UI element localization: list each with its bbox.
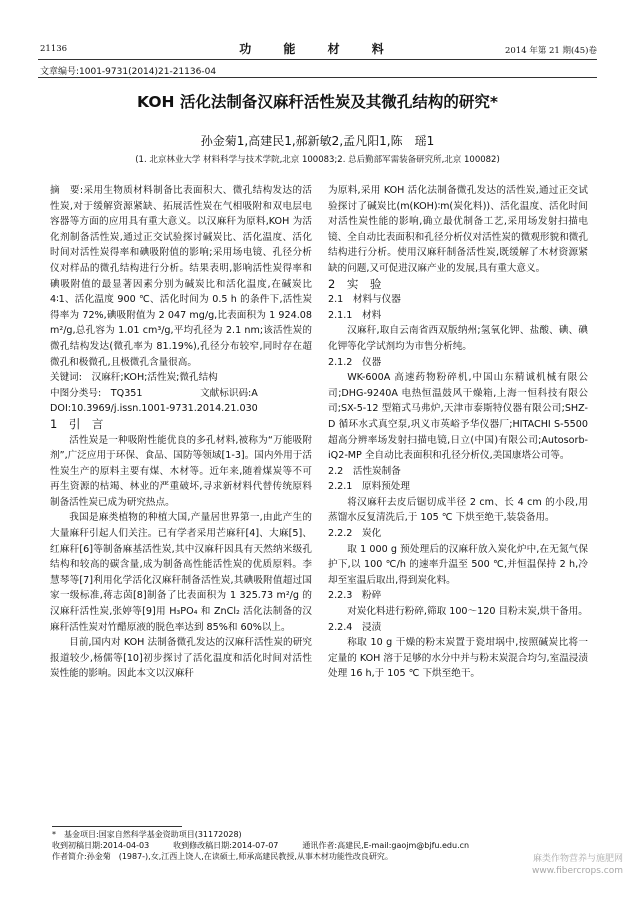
watermark xyxy=(532,853,623,877)
subsection-2-1: 2.1 材料与仪器 xyxy=(328,294,401,306)
footnote-rule xyxy=(52,826,182,827)
right-column xyxy=(328,183,588,682)
affiliation: (1. 北京林业大学 材料科学与技术学院,北京 100083;2. 总后勤部军需装备研究所,北京 100082) xyxy=(135,155,500,165)
left-column xyxy=(50,183,312,682)
issue-info: 2014 年第 21 期(45)卷 xyxy=(504,46,597,56)
paper-title: KOH 活化法制备汉麻秆活性炭及其微孔结构的研究* xyxy=(137,93,498,111)
running-header xyxy=(40,42,597,56)
intro-paragraph-3: 目前,国内对 KOH 法制备微孔发达的汉麻秆活性炭的研究报道较少,杨儒等[10]初步探讨了活化温度和活化时间对活性炭性能的影响。因此本文以汉麻秆 xyxy=(50,637,312,680)
subsection-2-2: 2.2 活性炭制备 xyxy=(328,465,401,477)
instruments-paragraph: WK-600A 高速药物粉碎机,中国山东精诚机械有限公司;DHG-9240A 电热恒温鼓风干燥箱,上海一恒科技有限公司;SX-5-12 型箱式马弗炉,天津市泰斯特仪器有限公司;SHZ-D 循环水式真空泵,巩义市英峪予华仪器厂;HITACHI S-5500 超高分辨率场发射扫描电镜,日立(中国)有限公司;Autosorb-iQ2-MP 全自动比表面积和孔径分析仪,美国康塔公司等。 xyxy=(328,372,588,462)
subsection-2-2-3: 2.2.3 粉碎 xyxy=(328,590,382,602)
intro-paragraph-3-cont: 为原料,采用 KOH 活化法制备微孔发达的活性炭,通过正交试验探讨了碱炭比(m(KOH)∶m(炭化料))、活化温度、活化时间对活性炭性能的影响,确立最优制备工艺,采用场发射扫描电镜、全自动比表面积和孔径分析仪对活性炭的微观形貌和微孔结构进行分析。使用汉麻秆制备活性炭,既缓解了木材资源紧缺的问题,又可促进汉麻产业的发展,具有重大意义。 xyxy=(328,185,588,274)
subsection-2-2-2: 2.2.2 炭化 xyxy=(328,528,382,540)
doi: DOI:10.3969/j.issn.1001-9731.2014.21.030 xyxy=(50,403,258,415)
classification: 中图分类号: TQ351 文献标识码:A xyxy=(50,387,258,399)
dates-note: 收到初稿日期:2014-04-03 收到修改稿日期:2014-07-07 通讯作者:高建民,E-mail:gaojm@bjfu.edu.cn xyxy=(52,841,470,850)
subsection-2-1-1: 2.1.1 材料 xyxy=(328,309,382,321)
keywords: 关键词: 汉麻秆;KOH;活性炭;微孔结构 xyxy=(50,372,218,384)
abstract: 摘 要:采用生物质材料制备比表面积大、微孔结构发达的活性炭,对于缓解资源紧缺、拓展活性炭在气相吸附和双电层电容器等方面的应用具有重大意义。以汉麻秆为原料,KOH 为活化剂制备活性炭,通过正交试验探讨碱炭比、活化温度、活化时间对活性炭得率和碘吸附值的影响;采用场电镜、孔径分析仪对样品的微孔结构进行分析。结果表明,影响活性炭得率和碘吸附值的最显著因素分别为碱炭比和活化温度,在碱炭比 4∶1、活化温度 900 ℃、活化时间为 0.5 h 的条件下,活性炭得率为 72%,碘吸附值为 2 047 mg/g,比表面积为 1 924.08 m²/g,总孔容为 1.01 cm³/g,平均孔径为 2.1 nm;该活性炭的微孔结构发达(微孔率为 81.19%),孔径分布较窄,同时存在超微孔和极微孔,且极微孔含量很高。 xyxy=(50,185,312,368)
section-2-heading: 2 实 验 xyxy=(328,276,382,291)
subsection-2-2-4: 2.2.4 浸渍 xyxy=(328,621,382,633)
intro-paragraph-2: 我国是麻类植物的种植大国,产量居世界第一,由此产生的大量麻秆引起人们关注。已有学者采用芒麻秆[4]、大麻[5]、红麻秆[6]等制备麻基活性炭,其中汉麻秆因具有天然纳米级孔结构和较高的碳含量,成为制备高性能活性炭的优质原料。李慧琴等[7]利用化学活化汉麻秆制备活性炭,其碘吸附值超过国家一级标准,蒋志茵[8]制备了比表面积为 1 325.73 m²/g 的汉麻秆活性炭,张婷等[9]用 H₃PO₄ 和 ZnCl₂ 活化法制备的汉麻秆活性炭对竹醋原液的脱色率达到 85%和 60%以上。 xyxy=(50,512,312,633)
pretreatment-paragraph: 将汉麻秆去皮后锯切成半径 2 cm、长 4 cm 的小段,用蒸馏水反复清洗后,于 105 ℃ 下烘至绝干,装袋备用。 xyxy=(328,496,588,524)
journal-name: 功 能 材 料 xyxy=(239,42,398,56)
intro-paragraph-1: 活性炭是一种吸附性能优良的多孔材料,被称为“万能吸附剂”,广泛应用于环保、食品、国防等领域[1-3]。国内外用于活性炭生产的原料主要有煤、木材等。近年来,随着煤炭等不可再生资源的枯竭、林业的严重破坏,寻求新材料代替传统原料制备活性炭已成为研究热点。 xyxy=(50,434,312,508)
carbonization-paragraph: 取 1 000 g 预处理后的汉麻秆放入炭化炉中,在无氮气保护下,以 100 ℃/h 的速率升温至 500 ℃,并恒温保持 2 h,冷却至室温后取出,得到炭化料。 xyxy=(328,543,588,586)
watermark-line-2: www.fibercrops.com xyxy=(532,866,623,876)
page-number: 21136 xyxy=(40,44,68,54)
subsection-2-1-2: 2.1.2 仪器 xyxy=(328,356,382,368)
impregnation-paragraph: 称取 10 g 干燥的粉末炭置于瓷坩埚中,按照碱炭比将一定量的 KOH 溶于足够的水分中并与粉末炭混合均匀,室温浸渍处理 16 h,于 105 ℃ 下烘至绝干。 xyxy=(328,637,588,680)
authors: 孙金菊1,高建民1,郝新敏2,孟凡阳1,陈 瑶1 xyxy=(200,134,435,148)
footnote xyxy=(52,829,582,862)
article-number: 文章编号:1001-9731(2014)21-21136-04 xyxy=(40,67,217,77)
crushing-paragraph: 对炭化料进行粉碎,筛取 100～120 目粉末炭,烘干备用。 xyxy=(347,606,588,618)
fund-note: * 基金项目:国家自然科学基金资助项目(31172028) xyxy=(52,830,242,839)
header-rule xyxy=(38,59,597,60)
header-rule-lower xyxy=(38,77,597,78)
materials-paragraph: 汉麻秆,取自云南省西双版纳州;氢氧化钾、盐酸、碘、碘化钾等化学试剂均为市售分析纯。 xyxy=(328,325,588,352)
section-1-heading: 1 引 言 xyxy=(50,416,104,431)
author-bio: 作者简介:孙金菊 (1987-),女,江西上饶人,在读硕士,师承高建民教授,从事木材功能性改良研究。 xyxy=(52,852,393,861)
watermark-line-1: 麻类作物营养与施肥网 xyxy=(532,854,623,864)
subsection-2-2-1: 2.2.1 原料预处理 xyxy=(328,481,410,493)
